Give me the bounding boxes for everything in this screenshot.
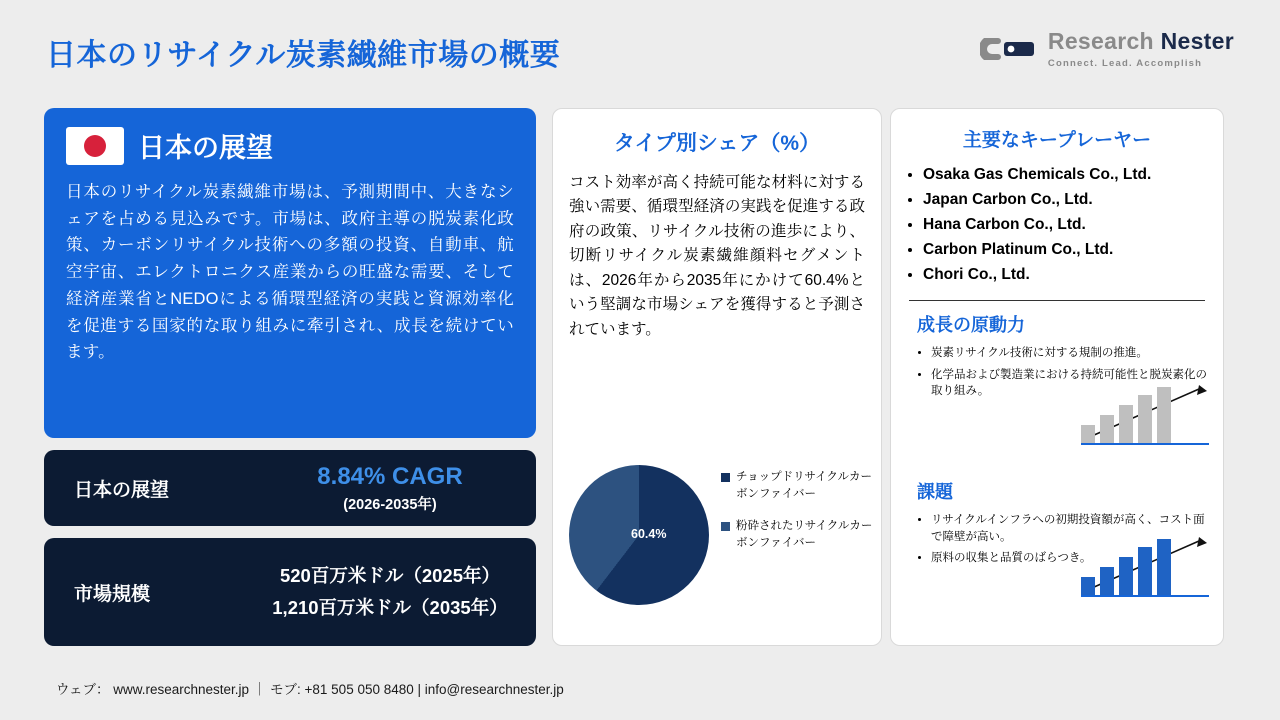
cagr-period: (2026-2035年) xyxy=(343,496,437,513)
list-item: • 原料の収集と品質のばらつき。 xyxy=(931,550,1209,567)
list-item: • Chori Co., Ltd. xyxy=(923,264,1209,286)
legend-label: チョップドリサイクルカーボンファイバー xyxy=(736,471,873,500)
header xyxy=(0,0,1280,96)
challenges-title: 課題 xyxy=(917,482,953,503)
outlook-header xyxy=(66,126,514,165)
legend-item xyxy=(721,518,876,551)
list-item: • 化学品および製造業における持続可能性と脱炭素化の取り組み。 xyxy=(931,367,1209,400)
legend-swatch-icon xyxy=(721,522,730,531)
legend-label: 粉砕されたリサイクルカーボンファイバー xyxy=(736,520,873,550)
japan-outlook-card xyxy=(44,108,536,438)
logo-name-second: Nester xyxy=(1160,28,1234,54)
footer-contact: ウェブ： www.researchnester.jp ｜ モブ: +81 505 050 8480 | info@researchnester.jp xyxy=(56,682,564,697)
market-size-2035: 1,210百万米ドル（2035年） xyxy=(272,597,508,618)
logo-name-first: Research xyxy=(1047,28,1154,54)
growth-drivers-minichart xyxy=(1081,381,1211,445)
share-title: タイプ別シェア（%） xyxy=(613,132,821,155)
challenges-minichart xyxy=(1081,533,1211,597)
share-by-type-card xyxy=(552,108,882,646)
cagr-value: 8.84% CAGR xyxy=(317,462,463,490)
cagr-value-block xyxy=(244,463,536,514)
share-body: コスト効率が高く持続可能な材料に対する強い需要、循環型経済の実践を促進する政府の政策、リサイクル技術の進歩により、切断リサイクル炭素繊維顔料セグメントは、2026年から2035年にかけて60.4%という堅調な市場シェアを獲得すると予測されています。 xyxy=(569,174,865,338)
pie-legend xyxy=(721,469,876,568)
pie-chart xyxy=(553,459,883,644)
list-item: • 炭素リサイクル技術に対する規制の推進。 xyxy=(931,345,1209,362)
list-item: • リサイクルインフラへの初期投資額が高く、コスト面で障壁が高い。 xyxy=(931,512,1209,545)
market-size-values xyxy=(244,560,536,625)
logo-tagline: Connect. Lead. Accomplish xyxy=(1047,58,1203,69)
legend-item xyxy=(721,469,876,502)
legend-swatch-icon xyxy=(721,473,730,482)
key-players-list xyxy=(923,164,1209,286)
pie-graphic xyxy=(569,465,709,605)
growth-bars xyxy=(1081,389,1171,443)
logo-text xyxy=(1048,28,1234,69)
list-item: • Hana Carbon Co., Ltd. xyxy=(923,214,1209,236)
market-size-label: 市場規模 xyxy=(74,583,151,605)
list-item: • Japan Carbon Co., Ltd. xyxy=(923,189,1209,211)
section-divider xyxy=(909,300,1205,301)
market-size-2025: 520百万米ドル（2025年） xyxy=(279,564,501,586)
list-item: • Carbon Platinum Co., Ltd. xyxy=(923,239,1209,261)
key-players-card xyxy=(890,108,1224,646)
key-players-title: 主要なキープレーヤー xyxy=(962,130,1152,151)
cagr-card xyxy=(44,450,536,526)
list-item: • Osaka Gas Chemicals Co., Ltd. xyxy=(923,164,1209,186)
outlook-body: 日本のリサイクル炭素繊維市場は、予測期間中、大きなシェアを占める見込みです。市場は、政府主導の脱炭素化政策、カーボンリサイクル技術への多額の投資、自動車、航空宇宙、エレクトロニクス産業からの旺盛な需要、そして経済産業省とNEDOによる循環型経済の実践と資源効率化を促進する国家的な取り組みに牽引され、成長を続けています。 xyxy=(66,183,514,362)
page-title: 日本のリサイクル炭素繊維市場の概要 xyxy=(46,39,561,72)
japan-flag-icon xyxy=(66,127,124,165)
market-size-card xyxy=(44,538,536,646)
outlook-title: 日本の展望 xyxy=(138,133,273,163)
pie-slice-label: 60.4% xyxy=(631,527,667,541)
growth-drivers-title: 成長の原動力 xyxy=(917,315,1025,335)
challenge-bars xyxy=(1081,541,1171,595)
logo-mark-icon xyxy=(980,32,1038,66)
brand-logo xyxy=(980,28,1234,69)
cagr-label: 日本の展望 xyxy=(74,479,170,501)
